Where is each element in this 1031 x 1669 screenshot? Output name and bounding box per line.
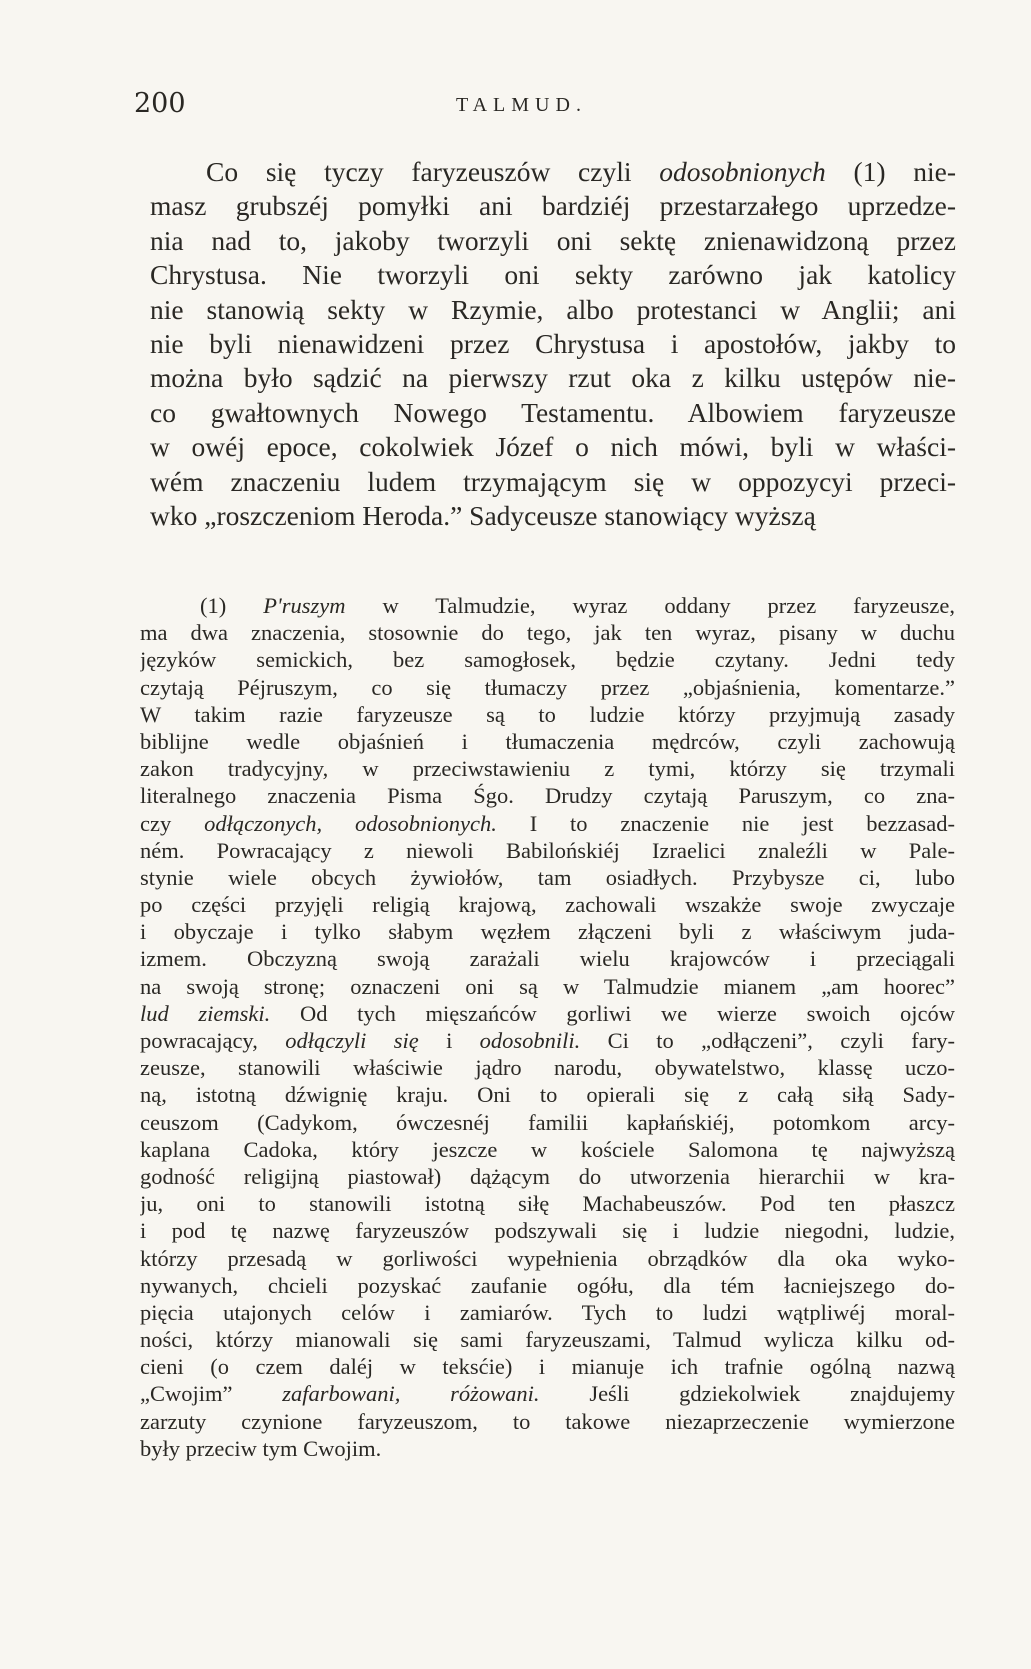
footnote-line [140, 945, 955, 972]
main-paragraph-text: co gwałtownych Nowego Testamentu. Albowiem faryzeusze [150, 396, 956, 428]
main-paragraph-line [150, 499, 956, 533]
footnote-text: godność religijną piastował) dążącym do utworzenia hierarchii w kra- [140, 1163, 955, 1189]
footnote-line [140, 973, 955, 1000]
footnote-line [140, 1000, 955, 1027]
main-paragraph-line [150, 293, 956, 327]
main-paragraph-line [150, 189, 956, 223]
footnote-line [140, 1163, 955, 1190]
footnote-line [140, 755, 955, 782]
main-paragraph-text: wko „roszczeniom Heroda.” Sadyceusze stanowiący wyższą [150, 499, 816, 531]
footnote-text: w Talmudzie, wyraz oddany przez faryzeusze, [345, 593, 955, 618]
footnote-text: ceuszom (Cadykom, ówczesnéj familii kapłańskiéj, potomkom arcy- [140, 1109, 955, 1135]
footnote-line [140, 1299, 955, 1326]
main-paragraph-line [150, 155, 956, 189]
footnote-line [140, 810, 955, 837]
footnote-text: ma dwa znaczenia, stosownie do tego, jak ten wyraz, pisany w duchu [140, 620, 955, 646]
footnote-text: na swoją stronę; oznaczeni oni są w Talmudzie mianem „am hoorec” [140, 973, 955, 999]
footnote-line [140, 646, 955, 673]
main-paragraph-line [150, 258, 956, 292]
footnote-line [140, 1190, 955, 1217]
footnote-line [140, 1027, 955, 1054]
footnote-text: pięcia utajonych celów i zamiarów. Tych to ludzi wątpliwéj moral- [140, 1299, 955, 1325]
footnote-line [140, 1408, 955, 1435]
footnote-line [140, 1217, 955, 1244]
footnote-text: po części przyjęli religią krajową, zachowali wszakże swoje zwyczaje [140, 892, 955, 918]
footnote-line [140, 701, 955, 728]
footnote-text: języków semickich, bez samogłosek, będzie czytany. Jedni tedy [140, 647, 955, 673]
footnote-line [140, 619, 955, 646]
footnote-line [140, 674, 955, 701]
main-paragraph-line [150, 361, 956, 395]
main-paragraph-line [150, 224, 956, 258]
footnote-text: cieni (o czem daléj w teksćie) i mianuje ich trafnie ogólną nazwą [140, 1354, 955, 1380]
footnote-text: (1) [200, 593, 264, 618]
footnote-text: biblijne wedle objaśnień i tłumaczenia mędrców, czyli zachowują [140, 728, 955, 754]
footnote-line [140, 1136, 955, 1163]
footnote-line [140, 1326, 955, 1353]
footnote-text: W takim razie faryzeusze są to ludzie którzy przyjmują zasady [140, 701, 955, 727]
footnote-italic-text: odosobnili. [479, 1028, 581, 1053]
footnote-italic-text: P'ruszym [263, 593, 346, 618]
footnote-line [140, 1081, 955, 1108]
footnote-text: i obyczaje i tylko słabym węzłem złączeni byli z właściwym juda- [140, 919, 955, 945]
main-paragraph-text: Chrystusa. Nie tworzyli oni sekty zarówno jak katolicy [150, 259, 956, 291]
footnote-text: i [418, 1028, 480, 1053]
main-paragraph-line [150, 465, 956, 499]
footnote-text: zarzuty czynione faryzeuszom, to takowe niezaprzeczenie wymierzone [140, 1408, 955, 1434]
main-paragraph [150, 155, 956, 533]
footnote-text: ną, istotną dźwignię kraju. Oni to opierali się z całą siłą Sady- [140, 1082, 955, 1108]
main-paragraph-text: (1) nie- [825, 156, 956, 187]
page-number: 200 [134, 88, 186, 119]
footnote-line [140, 1380, 955, 1407]
footnote-text: Od tych mięszańców gorliwi we wierze swoich ojców [270, 1000, 955, 1026]
footnote-text: którzy przesadą w gorliwości wypełnienia obrządków dla oka wyko- [140, 1245, 955, 1271]
main-paragraph-line [150, 327, 956, 361]
main-paragraph-text: wém znaczeniu ludem trzymającym się w oppozycyi przeci- [150, 465, 956, 497]
main-paragraph-text: nia nad to, jakoby tworzyli oni sektę znienawidzoną przez [150, 224, 956, 256]
footnote-text: Ci to „odłączeni”, czyli fary- [580, 1028, 955, 1053]
footnote-text: kaplana Cadoka, który jeszcze w kościele Salomona tę najwyższą [140, 1136, 955, 1162]
footnote-text: czytają Péjruszym, co się tłumaczy przez „objaśnienia, komentarze.” [140, 674, 955, 700]
footnote-text: literalnego znaczenia Pisma Śgo. Drudzy czytają Paruszym, co zna- [140, 783, 955, 809]
footnote-italic-text: zafarbowani, różowani. [282, 1381, 540, 1407]
main-paragraph-text: nie byli nienawidzeni przez Chrystusa i apostołów, jakby to [150, 327, 956, 359]
main-paragraph-text: można było sądzić na pierwszy rzut oka z kilku ustępów nie- [150, 362, 956, 394]
main-paragraph-text: Co się tyczy faryzeuszów czyli [206, 156, 660, 187]
footnote-text: zakon tradycyjny, w przeciwstawieniu z tymi, którzy się trzymali [140, 756, 955, 782]
main-paragraph-italic-text: odosobnionych [659, 156, 826, 187]
footnote-text: i pod tę nazwę faryzeuszów podszywali się i ludzie niegodni, ludzie, [140, 1218, 955, 1244]
footnote-text: izmem. Obczyzną swoją zarażali wielu krajowców i przeciągali [140, 946, 955, 972]
footnote-text: ném. Powracający z niewoli Babilońskiéj Izraelici znaleźli w Pale- [140, 837, 955, 863]
footnote-line [140, 782, 955, 809]
footnote-text: zeusze, stanowili właściwie jądro narodu, obywatelstwo, klassę uczo- [140, 1055, 955, 1081]
footnote-text: ności, którzy mianowali się sami faryzeuszami, Talmud wylicza kilku od- [140, 1327, 955, 1353]
footnote-line [140, 1353, 955, 1380]
main-paragraph-text: nie stanowią sekty w Rzymie, albo protestanci w Anglii; ani [150, 293, 956, 325]
footnote-text: powracający, [140, 1028, 286, 1053]
main-paragraph-line [150, 430, 956, 464]
footnote-italic-text: odłączyli się [285, 1028, 419, 1053]
footnote-text: stynie wiele obcych żywiołów, tam osiadłych. Przybysze ci, lubo [140, 864, 955, 890]
footnote-line [140, 1245, 955, 1272]
footnote-text: ju, oni to stanowili istotną siłę Machabeuszów. Pod ten płaszcz [140, 1191, 955, 1217]
footnote-line [140, 1272, 955, 1299]
footnote-line [140, 1435, 955, 1462]
footnote-line [140, 891, 955, 918]
footnote [140, 592, 955, 1462]
footnote-line [140, 918, 955, 945]
main-paragraph-text: w owéj epoce, cokolwiek Józef o nich mówi, byli w właści- [150, 431, 956, 463]
footnote-text: „Cwojim” [140, 1381, 283, 1407]
page-header [134, 88, 624, 128]
footnote-text: były przeciw tym Cwojim. [140, 1435, 382, 1461]
footnote-line [140, 728, 955, 755]
footnote-italic-text: lud ziemski. [140, 1000, 271, 1026]
footnote-italic-text: odłączonych, odosobnionych. [204, 810, 497, 836]
footnote-text: Jeśli gdziekolwiek znajdujemy [539, 1381, 955, 1407]
footnote-text: I to znaczenie nie jest bezzasad- [496, 810, 955, 836]
footnote-line [140, 864, 955, 891]
running-title: TALMUD. [456, 94, 587, 116]
footnote-text: nywanych, chcieli pozyskać zaufanie ogółu, dla tém łacniejszego do- [140, 1272, 955, 1298]
footnote-text: czy [140, 810, 205, 836]
main-paragraph-text: masz grubszéj pomyłki ani bardziéj przestarzałego uprzedze- [150, 190, 956, 222]
footnote-line [140, 592, 955, 619]
footnote-line [140, 837, 955, 864]
main-paragraph-line [150, 396, 956, 430]
footnote-line [140, 1054, 955, 1081]
footnote-line [140, 1109, 955, 1136]
